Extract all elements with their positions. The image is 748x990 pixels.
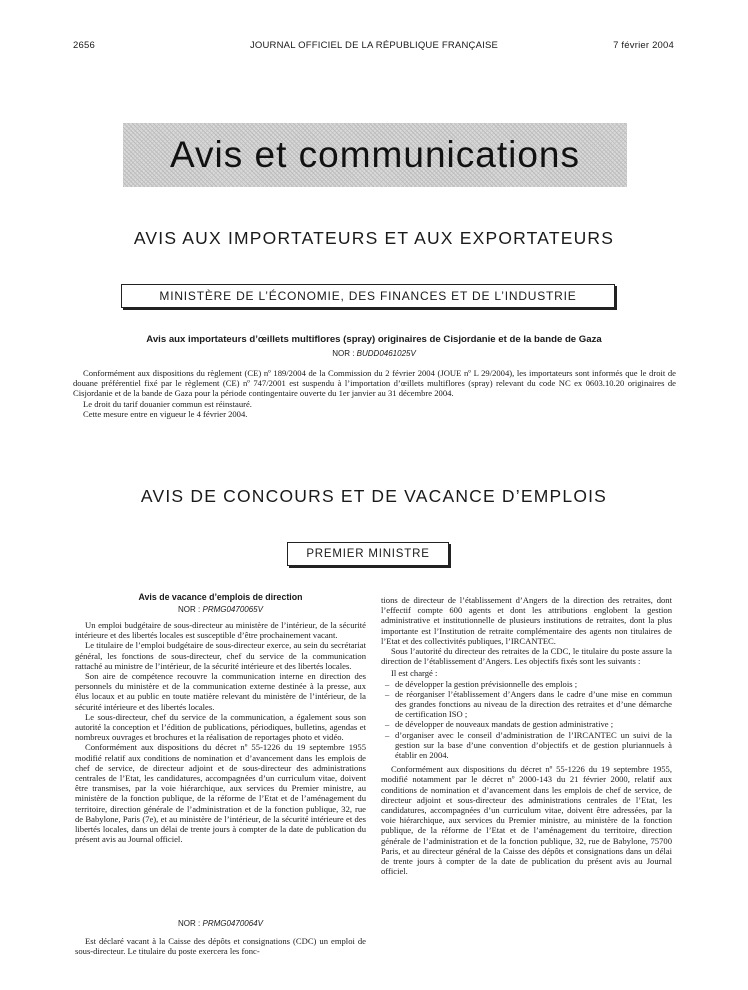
page-number: 2656 (73, 40, 95, 51)
duties-list (381, 679, 672, 761)
nor-label: NOR : (332, 349, 355, 358)
section-heading-vacancies: AVIS DE CONCOURS ET DE VACANCE D’EMPLOIS (140, 486, 608, 506)
ministry-name: PREMIER MINISTRE (306, 548, 430, 560)
article-title-carnations: Avis aux importateurs d’œillets multiflores (spray) originaires de Cisjordanie et de la bande de Gaza (146, 334, 602, 345)
carnations-notice-body (73, 368, 676, 419)
ministry-box (121, 284, 615, 308)
paragraph: Sous l’autorité du directeur des retraites de la CDC, le titulaire du poste assure la direction de l’établissement d’Angers. Les objectifs fixés sont les suivants : (381, 646, 672, 667)
paragraph: Le sous-directeur, chef du service de la communication, a également sous son autorité la conception et l’édition de publications, périodiques, bulletins, agendas et nombreux ouvrages et brochures et la réalisation de reportages photo et vidéo. (75, 711, 366, 743)
nor-reference (75, 605, 366, 614)
nor-reference (75, 919, 366, 928)
nor-reference (0, 349, 748, 358)
nor-label: NOR : (178, 605, 201, 614)
section-banner (123, 123, 627, 187)
paragraph: tions de directeur de l’établissement d’Angers de la direction des retraites, dont l’effectif compte 600 agents et dont les attributions englobent la gestion administrative et institutionnelle de plusieurs institutions de retraites, dont la plus importante est l’Institution de retraite complémentaire des agents non titulaires de l’Etat et des collectivités publiques, l’IRCANTEC. (381, 595, 672, 646)
paragraph: Est déclaré vacant à la Caisse des dépôts et consignations (CDC) un emploi de sous-directeur. Le titulaire du poste exercera les fonc- (75, 936, 366, 957)
ministry-name: MINISTÈRE DE L’ÉCONOMIE, DES FINANCES ET DE L’INDUSTRIE (159, 289, 577, 303)
banner-title: Avis et communications (170, 134, 580, 175)
paragraph: Cette mesure entre en vigueur le 4 février 2004. (83, 408, 248, 419)
ministry-box (287, 542, 449, 566)
right-column (381, 595, 672, 876)
section-heading-importers: AVIS AUX IMPORTATEURS ET AUX EXPORTATEURS (133, 228, 615, 248)
nor-code: PRMG0470064V (202, 919, 263, 928)
paragraph: Conformément aux dispositions du règlement (CE) nº 189/2004 de la Commission du 2 février 2004 (JOUE nº L 29/2004), les importateurs sont informés que le droit de douane préférentiel fixé par le règlement (CE) nº 747/2001 est suspendu à l’importation d’œillets multiflores (spray) relevant du code NC ex 0603.10.20 originaires de Cisjordanie et de la bande de Gaza pour la période contingentaire ouverte du 1er janvier au 31 décembre 2004. (73, 368, 676, 399)
list-item: – de réorganiser l’établissement d’Angers dans le cadre d’une mise en commun des grandes fonctions au niveau de la direction des retraites et d’une démarche de certification ISO ; (395, 689, 672, 720)
list-item: – de développer la gestion prévisionnelle des emplois ; (395, 679, 672, 689)
vacancy-body (75, 620, 366, 844)
issue-date: 7 février 2004 (613, 40, 674, 51)
paragraph: Son aire de compétence recouvre la communication interne en direction des personnels du ministère et de la communication externe destinée à la presse, aux élus locaux et au public en toute matière relevant du ministère de l’intérieur, de la sécurité intérieure et des libertés locales. (75, 671, 366, 712)
article-title-vacancy: Avis de vacance d’emplois de direction (138, 592, 303, 602)
paragraph: Le titulaire de l’emploi budgétaire de sous-directeur exerce, au sein du secrétariat général, les fonctions de sous-directeur, chef du service de la communication rattaché au ministre de l’intérieur, de la sécurité intérieure et des libertés locales. (75, 640, 366, 671)
list-item: – de développer de nouveaux mandats de gestion administrative ; (395, 719, 672, 729)
nor-label: NOR : (178, 919, 201, 928)
paragraph: Conformément aux dispositions du décret nº 55-1226 du 19 septembre 1955 modifié relatif aux conditions de nomination et d’avancement dans les emplois de chef de service, de directeur adjoint et de sous-directeur des administrations centrales de l’Etat, les candidatures, accompagnées d’un curriculum vitae, doivent être transmises, par la voie hiérarchique, aux services du Premier ministre, au ministère de la fonction publique, de la réforme de l’Etat et de l’aménagement du territoire, direction générale de l’administration et de la fonction publique, 32, rue de Babylone, Paris (7e), et au ministère de l’intérieur, de la sécurité intérieure et des libertés locales, dans un délai de trente jours à compter de la date de publication du présent avis au Journal officiel. (75, 742, 366, 845)
list-item: – d’organiser avec le conseil d’administration de l’IRCANTEC un suivi de la gestion sur la base d’une convention d’objectifs et de gestion pluriannuels à établir en 2004. (395, 730, 672, 761)
journal-title: JOURNAL OFFICIEL DE LA RÉPUBLIQUE FRANÇAISE (249, 40, 499, 51)
cdc-vacancy-intro (75, 936, 366, 956)
paragraph: Il est chargé : (391, 668, 438, 679)
nor-code: PRMG0470065V (202, 605, 263, 614)
nor-code: BUDD0461025V (356, 349, 416, 358)
left-column (75, 592, 366, 844)
paragraph: Un emploi budgétaire de sous-directeur au ministère de l’intérieur, de la sécurité intérieure et des libertés locales est susceptible d’être prochainement vacant. (75, 620, 366, 641)
paragraph: Conformément aux dispositions du décret nº 55-1226 du 19 septembre 1955, modifié notamment par le décret nº 2000-143 du 21 février 2000, relatif aux conditions de nomination et d’avancement dans les emplois de chef de service, de directeur adjoint et sous-directeur des administrations centrales de l’Etat, les candidatures, accompagnées d’un curriculum vitae, doivent être adressées, par la voie hiérarchique, aux services du Premier ministre, au ministère de la fonction publique, de la réforme de l’Etat et de l’aménagement du territoire, direction générale de l’administration et de la fonction publique, 32, rue de Babylone, 75700 Paris, et au directeur général de la Caisse des dépôts et consignations dans un délai de trente jours à compter de la date de publication du présent avis au Journal officiel. (381, 764, 672, 877)
paragraph: Le droit du tarif douanier commun est réinstauré. (83, 398, 252, 409)
